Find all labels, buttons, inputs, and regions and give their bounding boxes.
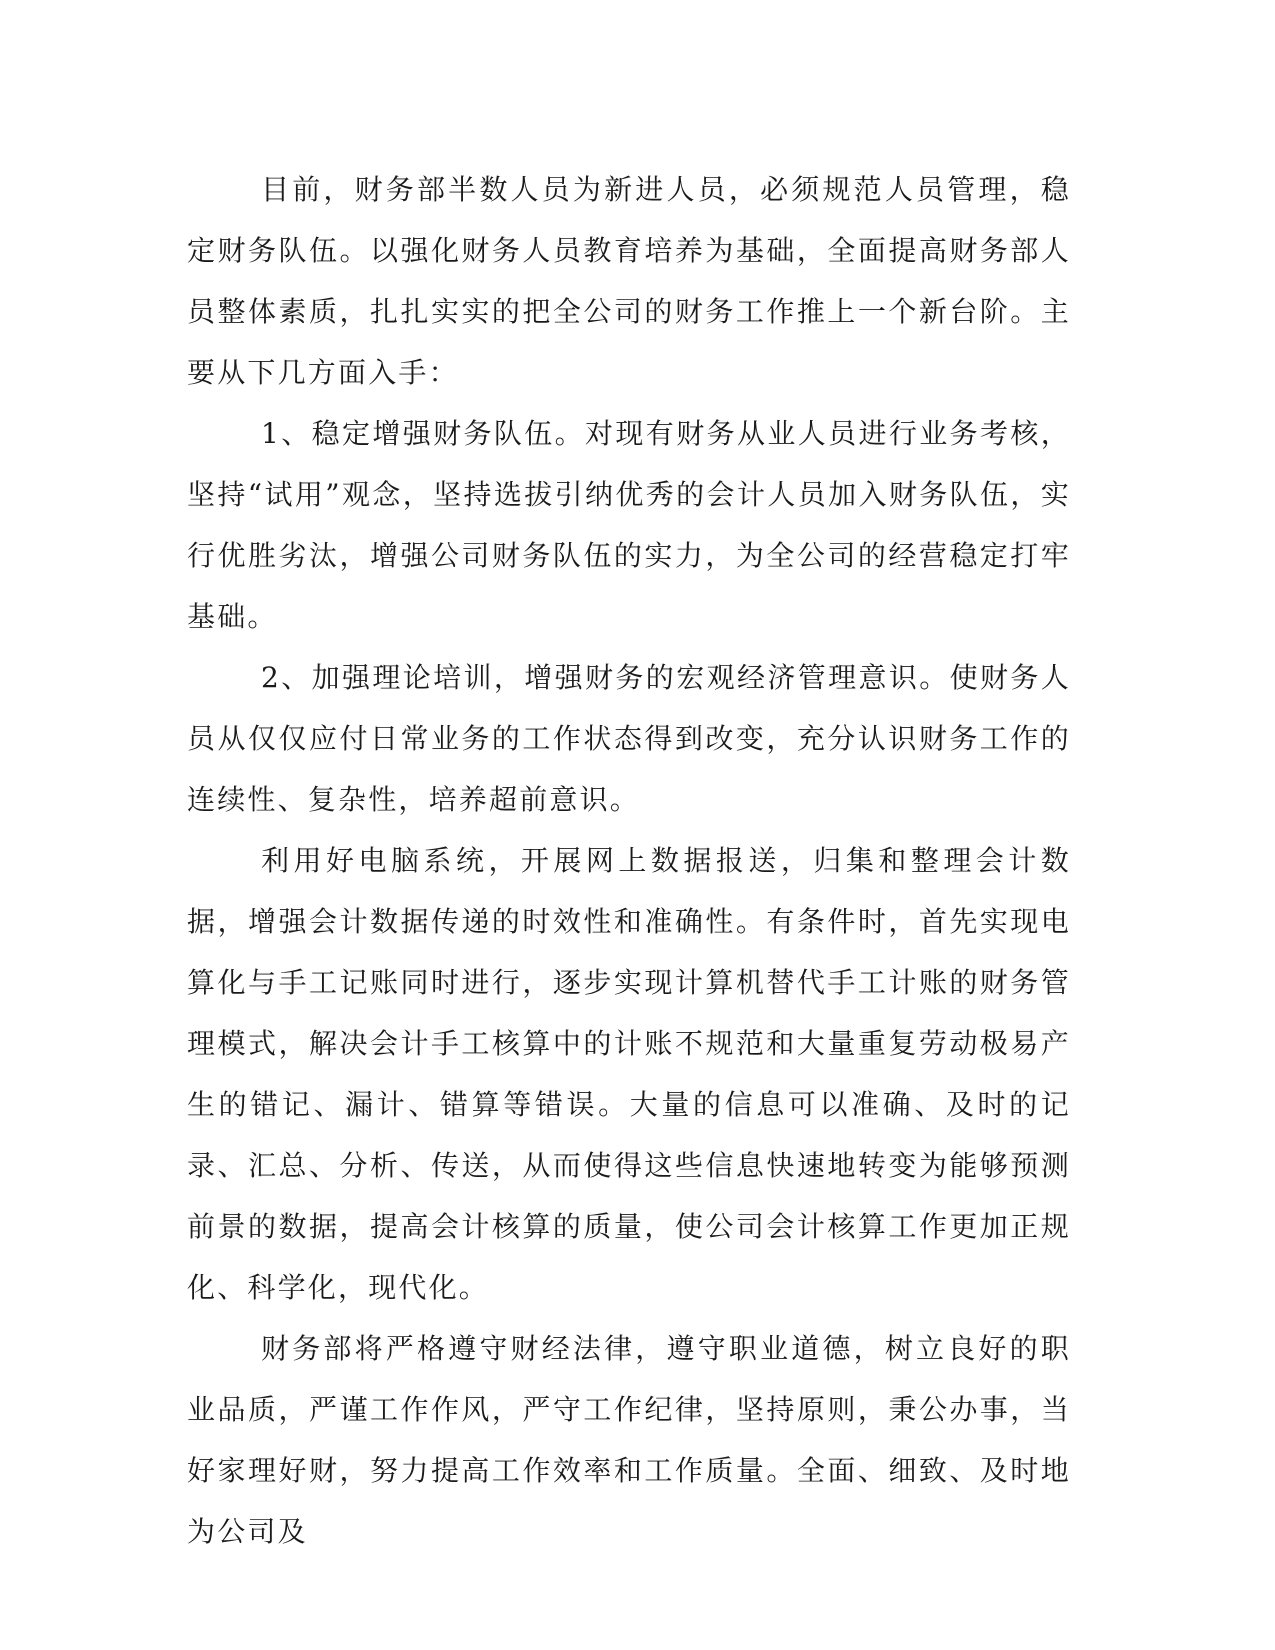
document-body xyxy=(187,159,1071,1562)
paragraph-item-2: 2、加强理论培训，增强财务的宏观经济管理意识。使财务人员从仅仅应付日常业务的工作状态得到改变，充分认识财务工作的连续性、复杂性，培养超前意识。 xyxy=(187,661,1071,816)
paragraph-intro: 目前，财务部半数人员为新进人员，必须规范人员管理，稳定财务队伍。以强化财务人员教育培养为基础，全面提高财务部人员整体素质，扎扎实实的把全公司的财务工作推上一个新台阶。主要从下几方面入手： xyxy=(187,173,1071,389)
paragraph-computerization: 利用好电脑系统，开展网上数据报送，归集和整理会计数据，增强会计数据传递的时效性和准确性。有条件时，首先实现电算化与手工记账同时进行，逐步实现计算机替代手工计账的财务管理模式，解决会计手工核算中的计账不规范和大量重复劳动极易产生的错记、漏计、错算等错误。大量的信息可以准确、及时的记录、汇总、分析、传送，从而使得这些信息快速地转变为能够预测前景的数据，提高会计核算的质量，使公司会计核算工作更加正规化、科学化，现代化。 xyxy=(187,844,1071,1304)
paragraph-item-1: 1、稳定增强财务队伍。对现有财务从业人员进行业务考核，坚持“试用”观念，坚持选拔引纳优秀的会计人员加入财务队伍，实行优胜劣汰，增强公司财务队伍的实力，为全公司的经营稳定打牢基础。 xyxy=(187,417,1071,633)
paragraph-ethics: 财务部将严格遵守财经法律，遵守职业道德，树立良好的职业品质，严谨工作作风，严守工作纪律，坚持原则，秉公办事，当好家理好财，努力提高工作效率和工作质量。全面、细致、及时地为公司及 xyxy=(187,1332,1071,1548)
